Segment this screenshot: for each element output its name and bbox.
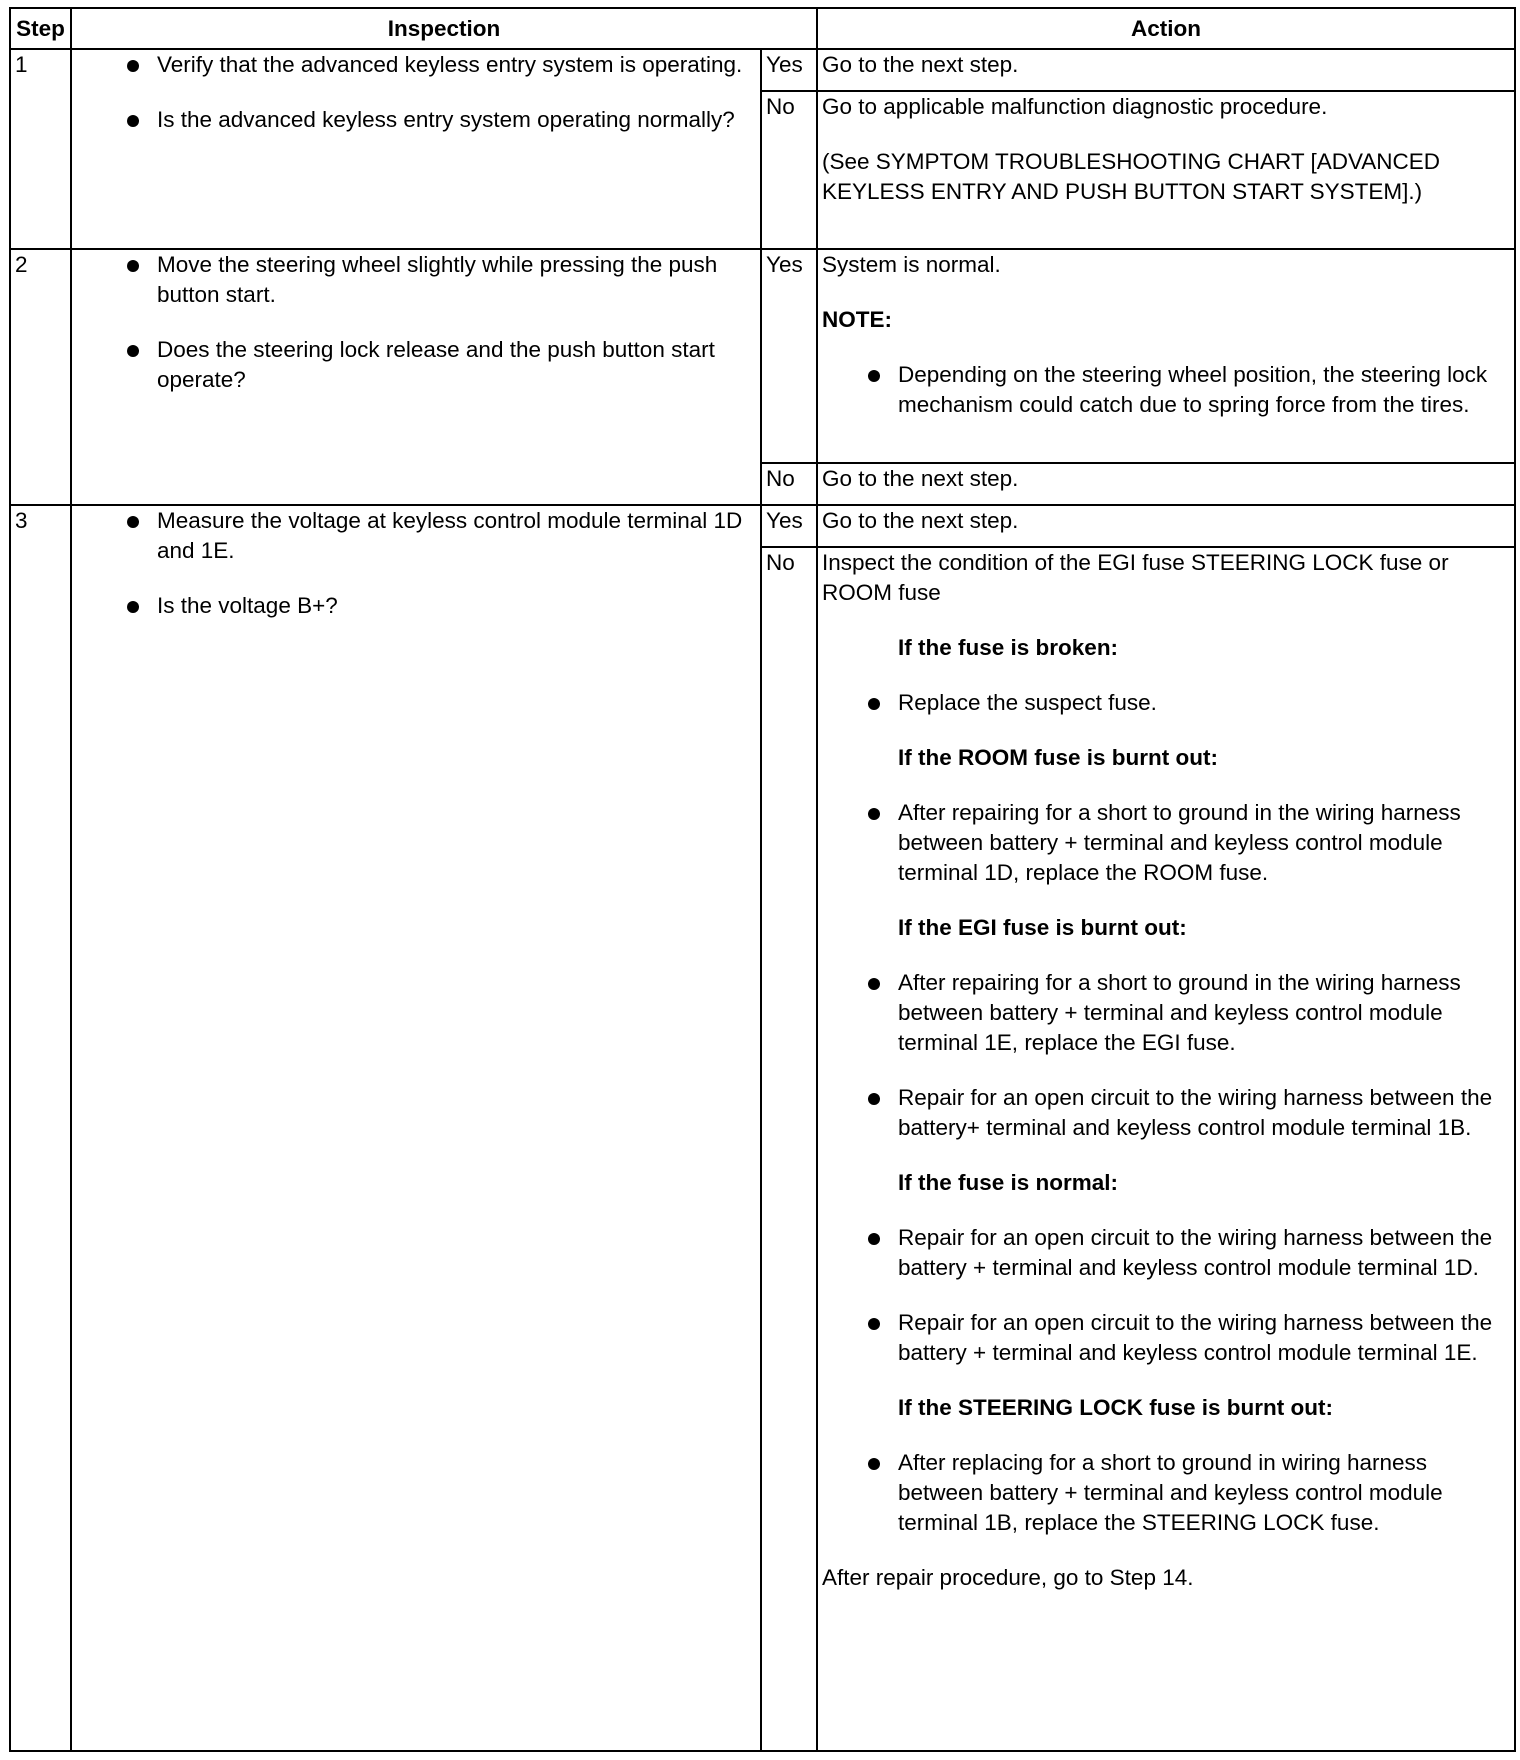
- no-label: No: [761, 91, 817, 249]
- case-heading: If the ROOM fuse is burnt out:: [898, 745, 1218, 770]
- no-action: [817, 547, 1515, 1751]
- case-bullet: After repairing for a short to ground in the wiring harness between battery + terminal and keyless control module terminal 1D, replace the ROOM fuse.: [898, 798, 1510, 888]
- header-inspection: Inspection: [71, 8, 817, 49]
- step-number: 1: [10, 49, 71, 249]
- yes-action: Go to the next step.: [817, 505, 1515, 547]
- inspection-bullet: Is the voltage B+?: [157, 591, 756, 621]
- case-heading: If the STEERING LOCK fuse is burnt out:: [898, 1395, 1334, 1420]
- case-bullet: Repair for an open circuit to the wiring harness between the battery + terminal and keyless control module terminal 1D.: [898, 1223, 1510, 1283]
- case-bullet: Repair for an open circuit to the wiring harness between the battery + terminal and keyless control module terminal 1E.: [898, 1308, 1510, 1368]
- case-bullet: Replace the suspect fuse.: [898, 688, 1510, 718]
- header-step: Step: [10, 8, 71, 49]
- step-inspection: [71, 249, 761, 505]
- no-label: No: [761, 547, 817, 1751]
- step-inspection: [71, 49, 761, 249]
- yes-action: [817, 249, 1515, 463]
- step-3-yes-row: [10, 505, 1515, 547]
- step-2-yes-row: [10, 249, 1515, 463]
- yes-label: Yes: [761, 49, 817, 91]
- yes-label: Yes: [761, 249, 817, 463]
- step-inspection: [71, 505, 761, 1751]
- case-heading: If the fuse is normal:: [898, 1170, 1119, 1195]
- inspection-bullet: Does the steering lock release and the push button start operate?: [157, 335, 756, 395]
- case-heading: If the EGI fuse is burnt out:: [898, 915, 1187, 940]
- note-bullet: Depending on the steering wheel position, the steering lock mechanism could catch due to spring force from the tires.: [898, 360, 1510, 420]
- case-bullet: Repair for an open circuit to the wiring harness between the battery+ terminal and keyless control module terminal 1B.: [898, 1083, 1510, 1143]
- action-text: Inspect the condition of the EGI fuse STEERING LOCK fuse or ROOM fuse: [822, 550, 1449, 605]
- case-bullet: After replacing for a short to ground in wiring harness between battery + terminal and keyless control module terminal 1B, replace the STEERING LOCK fuse.: [898, 1448, 1510, 1538]
- action-reference: (See SYMPTOM TROUBLESHOOTING CHART [ADVANCED KEYLESS ENTRY AND PUSH BUTTON START SYSTEM].): [822, 149, 1441, 204]
- yes-label: Yes: [761, 505, 817, 547]
- no-action: Go to the next step.: [817, 463, 1515, 505]
- note-label: NOTE:: [822, 307, 893, 332]
- inspection-bullet: Measure the voltage at keyless control module terminal 1D and 1E.: [157, 506, 756, 566]
- step-number: 3: [10, 505, 71, 1751]
- diagnostic-table: [9, 7, 1516, 1752]
- inspection-bullet: Is the advanced keyless entry system operating normally?: [157, 105, 756, 135]
- final-note: After repair procedure, go to Step 14.: [822, 1565, 1194, 1590]
- header-action: Action: [817, 8, 1515, 49]
- step-number: 2: [10, 249, 71, 505]
- no-action: [817, 91, 1515, 249]
- action-text: System is normal.: [822, 252, 1001, 277]
- case-bullet: After repairing for a short to ground in the wiring harness between battery + terminal and keyless control module terminal 1E, replace the EGI fuse.: [898, 968, 1510, 1058]
- inspection-bullet: Move the steering wheel slightly while pressing the push button start.: [157, 250, 756, 310]
- header-row: [10, 8, 1515, 49]
- inspection-bullet: Verify that the advanced keyless entry system is operating.: [157, 50, 756, 80]
- yes-action: Go to the next step.: [817, 49, 1515, 91]
- step-1-yes-row: [10, 49, 1515, 91]
- case-heading: If the fuse is broken:: [898, 635, 1119, 660]
- no-label: No: [761, 463, 817, 505]
- action-text: Go to applicable malfunction diagnostic procedure.: [822, 94, 1328, 119]
